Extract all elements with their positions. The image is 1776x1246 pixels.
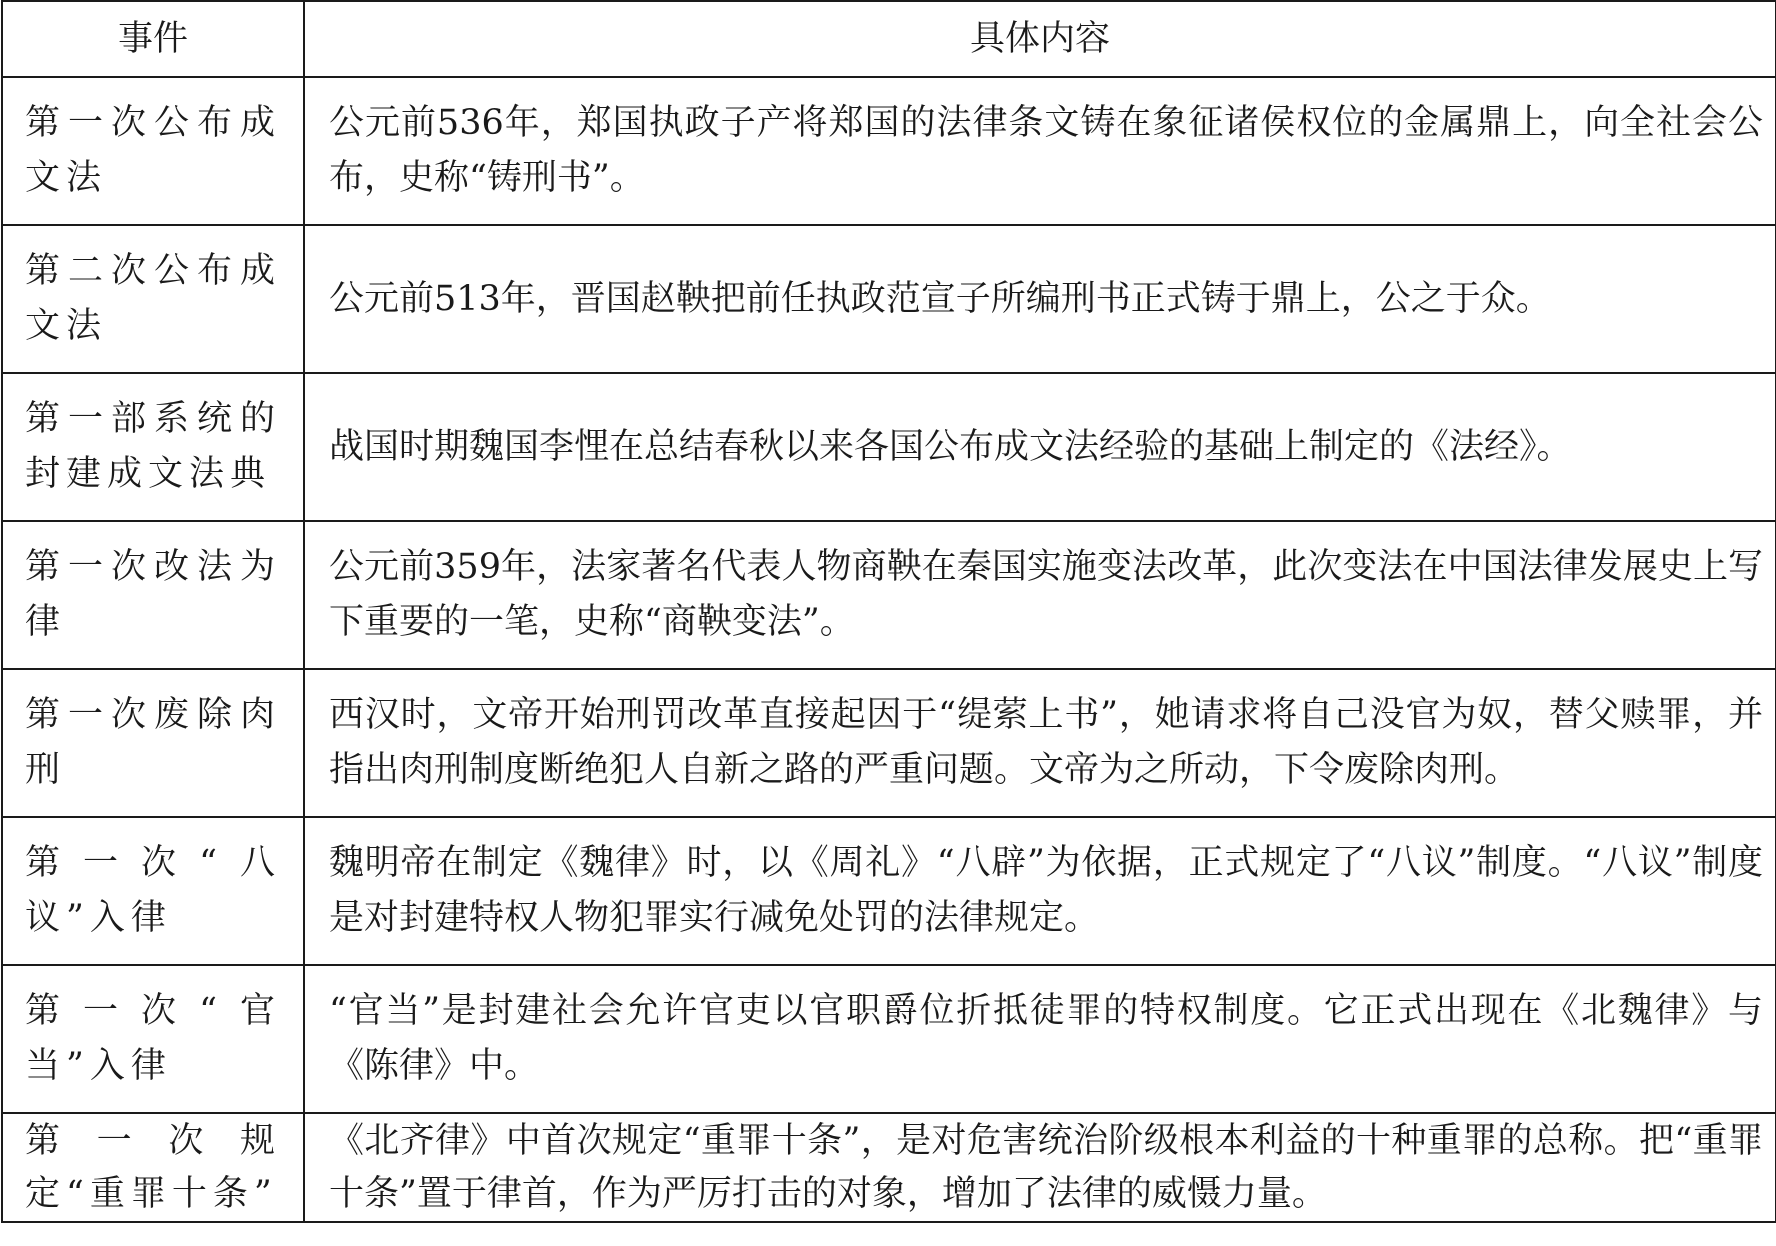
table-row xyxy=(2,817,1776,965)
content-cell: “官当”是封建社会允许官吏以官职爵位折抵徒罪的特权制度。它正式出现在《北魏律》与《陈律》中。 xyxy=(304,965,1776,1113)
table-row xyxy=(2,521,1776,669)
table-row xyxy=(2,225,1776,373)
content-cell: 公元前359年，法家著名代表人物商鞅在秦国实施变法改革，此次变法在中国法律发展史上写下重要的一笔，史称“商鞅变法”。 xyxy=(304,521,1776,669)
event-cell: 第一次规定“重罪十条” xyxy=(2,1113,304,1222)
event-cell: 第一次废除肉刑 xyxy=(2,669,304,817)
event-cell: 第二次公布成文法 xyxy=(2,225,304,373)
events-table xyxy=(1,0,1776,1223)
table-header-row xyxy=(2,1,1776,77)
event-cell: 第一次公布成文法 xyxy=(2,77,304,225)
table-row xyxy=(2,1113,1776,1222)
table-row xyxy=(2,669,1776,817)
event-cell: 第一次改法为律 xyxy=(2,521,304,669)
content-cell: 战国时期魏国李悝在总结春秋以来各国公布成文法经验的基础上制定的《法经》。 xyxy=(304,373,1776,521)
content-cell: 公元前513年，晋国赵鞅把前任执政范宣子所编刑书正式铸于鼎上，公之于众。 xyxy=(304,225,1776,373)
event-cell: 第一部系统的封建成文法典 xyxy=(2,373,304,521)
content-cell: 魏明帝在制定《魏律》时，以《周礼》“八辟”为依据，正式规定了“八议”制度。“八议”制度是对封建特权人物犯罪实行减免处罚的法律规定。 xyxy=(304,817,1776,965)
event-cell: 第一次“官当”入律 xyxy=(2,965,304,1113)
table-row xyxy=(2,965,1776,1113)
content-cell: 西汉时，文帝开始刑罚改革直接起因于“缇萦上书”，她请求将自己没官为奴，替父赎罪，并指出肉刑制度断绝犯人自新之路的严重问题。文帝为之所动，下令废除肉刑。 xyxy=(304,669,1776,817)
event-cell: 第一次“八议”入律 xyxy=(2,817,304,965)
header-content: 具体内容 xyxy=(304,1,1776,77)
content-cell: 《北齐律》中首次规定“重罪十条”，是对危害统治阶级根本利益的十种重罪的总称。把“重罪十条”置于律首，作为严厉打击的对象，增加了法律的威慑力量。 xyxy=(304,1113,1776,1222)
header-event: 事件 xyxy=(2,1,304,77)
table-row xyxy=(2,77,1776,225)
table-row xyxy=(2,373,1776,521)
content-cell: 公元前536年，郑国执政子产将郑国的法律条文铸在象征诸侯权位的金属鼎上，向全社会公布，史称“铸刑书”。 xyxy=(304,77,1776,225)
